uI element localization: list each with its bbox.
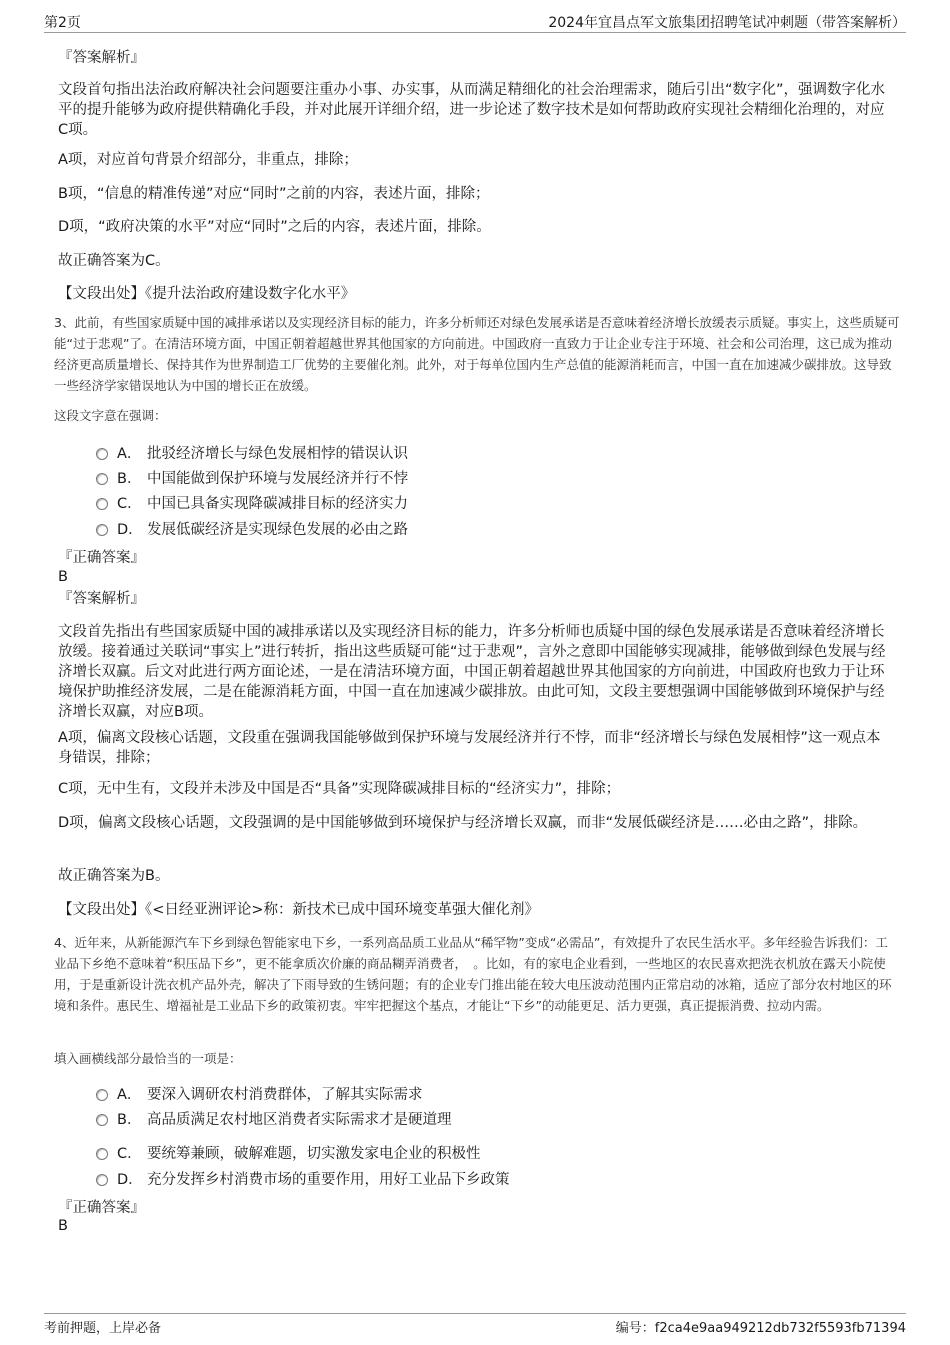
page-header bbox=[44, 12, 906, 33]
q4-answer-label: 『正确答案』 bbox=[58, 1200, 145, 1216]
q4-option-d[interactable] bbox=[96, 1170, 510, 1190]
q3-option-a[interactable] bbox=[96, 444, 408, 464]
q3-text: 3、此前，有些国家质疑中国的减排承诺以及实现经济目标的能力，许多分析师还对绿色发展承诺是否意味着经济增长放缓表示质疑。事实上，这些质疑可能“过于悲观”了。在清洁环境方面，中国正朝着超越世界其他国家的方向前进。中国政府一直致力于让企业专注于环境、社会和公司治理，这已成为推动经济更高质量增长、保持其作为世界制造工厂优势的主要催化剂。此外，对于每单位国内生产总值的能源消耗而言，中国一直在加速减少碳排放。这导致一些经济学家错误地认为中国的增长正在放缓。 bbox=[54, 315, 900, 393]
q3-option-c[interactable] bbox=[96, 494, 408, 514]
page-footer bbox=[44, 1313, 906, 1336]
q2-conclusion: 故正确答案为C。 bbox=[58, 253, 170, 269]
radio-icon[interactable] bbox=[96, 473, 108, 485]
q4-option-a[interactable] bbox=[96, 1085, 423, 1105]
q3-analysis-label: 『答案解析』 bbox=[58, 591, 145, 607]
q3-option-text: 批驳经济增长与绿色发展相悖的错误认识 bbox=[147, 446, 408, 462]
q3-option-text: 中国能做到保护环境与发展经济并行不悖 bbox=[147, 471, 408, 487]
radio-icon[interactable] bbox=[96, 524, 108, 536]
q4-option-letter: A． bbox=[117, 1087, 142, 1103]
footer-slogan: 考前押题，上岸必备 bbox=[44, 1321, 162, 1336]
q2-analysis-label: 『答案解析』 bbox=[58, 50, 145, 66]
radio-icon[interactable] bbox=[96, 1114, 108, 1126]
q2-option-a-analysis: A项，对应首句背景介绍部分，非重点，排除； bbox=[58, 152, 358, 168]
document-title: 2024年宜昌点军文旅集团招聘笔试冲刺题（带答案解析） bbox=[548, 15, 906, 31]
q3-source: 【文段出处】《<日经亚洲评论>称：新技术已成中国环境变革强大催化剂》 bbox=[58, 902, 540, 918]
page-number: 第2页 bbox=[44, 15, 81, 31]
q3-option-c-analysis: C项，无中生有，文段并未涉及中国是否“具备”实现降碳减排目标的“经济实力”，排除； bbox=[58, 781, 621, 797]
q4-option-b[interactable] bbox=[96, 1110, 452, 1130]
q4-text: 4、近年来，从新能源汽车下乡到绿色智能家电下乡，一系列高品质工业品从“稀罕物”变成“必需品”，有效提升了农民生活水平。多年经验告诉我们：工业品下乡绝不意味着“积压品下乡”，更不能拿质次价廉的商品糊弄消费者， 。比如，有的家电企业看到，一些地区的农民喜欢把洗衣机放在露天小院使用，于是重新设计洗衣机产品外壳，解决了下雨导致的生锈问题；有的企业专门推出能在较大电压波动范围内正常启动的冰箱，适应了部分农村地区的环境和条件。惠民生、增福祉是工业品下乡的政策初衷。牢牢把握这个基点，才能让“下乡”的动能更足、活力更强，真正提振消费、拉动内需。 bbox=[54, 935, 892, 1013]
q3-option-text: 中国已具备实现降碳减排目标的经济实力 bbox=[147, 496, 408, 512]
q2-option-b-analysis: B项，“信息的精准传递”对应“同时”之前的内容，表述片面，排除； bbox=[58, 186, 490, 202]
q4-prompt: 填入画横线部分最恰当的一项是： bbox=[54, 1051, 242, 1066]
document-id: 编号：f2ca4e9aa949212db732f5593fb71394 bbox=[615, 1321, 906, 1336]
q2-option-d-analysis: D项，“政府决策的水平”对应“同时”之后的内容，表述片面，排除。 bbox=[58, 219, 491, 235]
q4-option-text: 要统筹兼顾，破解难题，切实激发家电企业的积极性 bbox=[147, 1146, 481, 1162]
radio-icon[interactable] bbox=[96, 1174, 108, 1186]
q3-prompt: 这段文字意在强调： bbox=[54, 408, 167, 423]
q3-option-letter: A． bbox=[117, 446, 142, 462]
radio-icon[interactable] bbox=[96, 498, 108, 510]
q4-option-letter: C． bbox=[117, 1146, 142, 1162]
q3-option-letter: C． bbox=[117, 496, 142, 512]
q3-conclusion: 故正确答案为B。 bbox=[58, 868, 170, 884]
q2-analysis: 文段首句指出法治政府解决社会问题要注重办小事、办实事，从而满足精细化的社会治理需求，随后引出“数字化”，强调数字化水平的提升能够为政府提供精确化手段，并对此展开详细介绍，进一步论述了数字技术是如何帮助政府实现社会精细化治理的，对应C项。 bbox=[58, 82, 886, 138]
q4-option-letter: B． bbox=[117, 1112, 142, 1128]
q3-option-a-analysis: A项，偏离文段核心话题，文段重在强调我国能够做到保护环境与发展经济并行不悖，而非“经济增长与绿色发展相悖”这一观点本身错误，排除； bbox=[58, 730, 881, 766]
radio-icon[interactable] bbox=[96, 1089, 108, 1101]
q3-option-letter: D． bbox=[117, 522, 143, 538]
q3-answer: B bbox=[58, 569, 68, 585]
q4-answer: B bbox=[58, 1218, 68, 1234]
q4-option-text: 充分发挥乡村消费市场的重要作用，用好工业品下乡政策 bbox=[147, 1172, 510, 1188]
q3-option-text: 发展低碳经济是实现绿色发展的必由之路 bbox=[147, 522, 408, 538]
q4-option-letter: D． bbox=[117, 1172, 143, 1188]
q4-option-c[interactable] bbox=[96, 1144, 481, 1164]
q2-source: 【文段出处】《提升法治政府建设数字化水平》 bbox=[58, 286, 356, 302]
q3-option-d[interactable] bbox=[96, 520, 408, 540]
q3-option-d-analysis: D项，偏离文段核心话题，文段强调的是中国能够做到环境保护与经济增长双赢，而非“发展低碳经济是……必由之路”，排除。 bbox=[58, 815, 868, 831]
q3-option-letter: B． bbox=[117, 471, 142, 487]
q3-option-b[interactable] bbox=[96, 469, 408, 489]
q3-answer-label: 『正确答案』 bbox=[58, 550, 145, 566]
radio-icon[interactable] bbox=[96, 448, 108, 460]
q4-option-text: 要深入调研农村消费群体，了解其实际需求 bbox=[147, 1087, 423, 1103]
q3-analysis: 文段首先指出有些国家质疑中国的减排承诺以及实现经济目标的能力，许多分析师也质疑中国的绿色发展承诺是否意味着经济增长放缓。接着通过关联词“事实上”进行转折，指出这些质疑可能“过于悲观”，言外之意即中国能够实现减排，能够做到绿色发展与经济增长双赢。后文对此进行两方面论述，一是在清洁环境方面，中国正朝着超越世界其他国家的方向前进，中国政府也致力于让环境保护助推经济发展，二是在能源消耗方面，中国一直在加速减少碳排放。由此可知，文段主要想强调中国能够做到环境保护与经济增长双赢，对应B项。 bbox=[58, 624, 886, 720]
radio-icon[interactable] bbox=[96, 1148, 108, 1160]
q4-option-text: 高品质满足农村地区消费者实际需求才是硬道理 bbox=[147, 1112, 452, 1128]
